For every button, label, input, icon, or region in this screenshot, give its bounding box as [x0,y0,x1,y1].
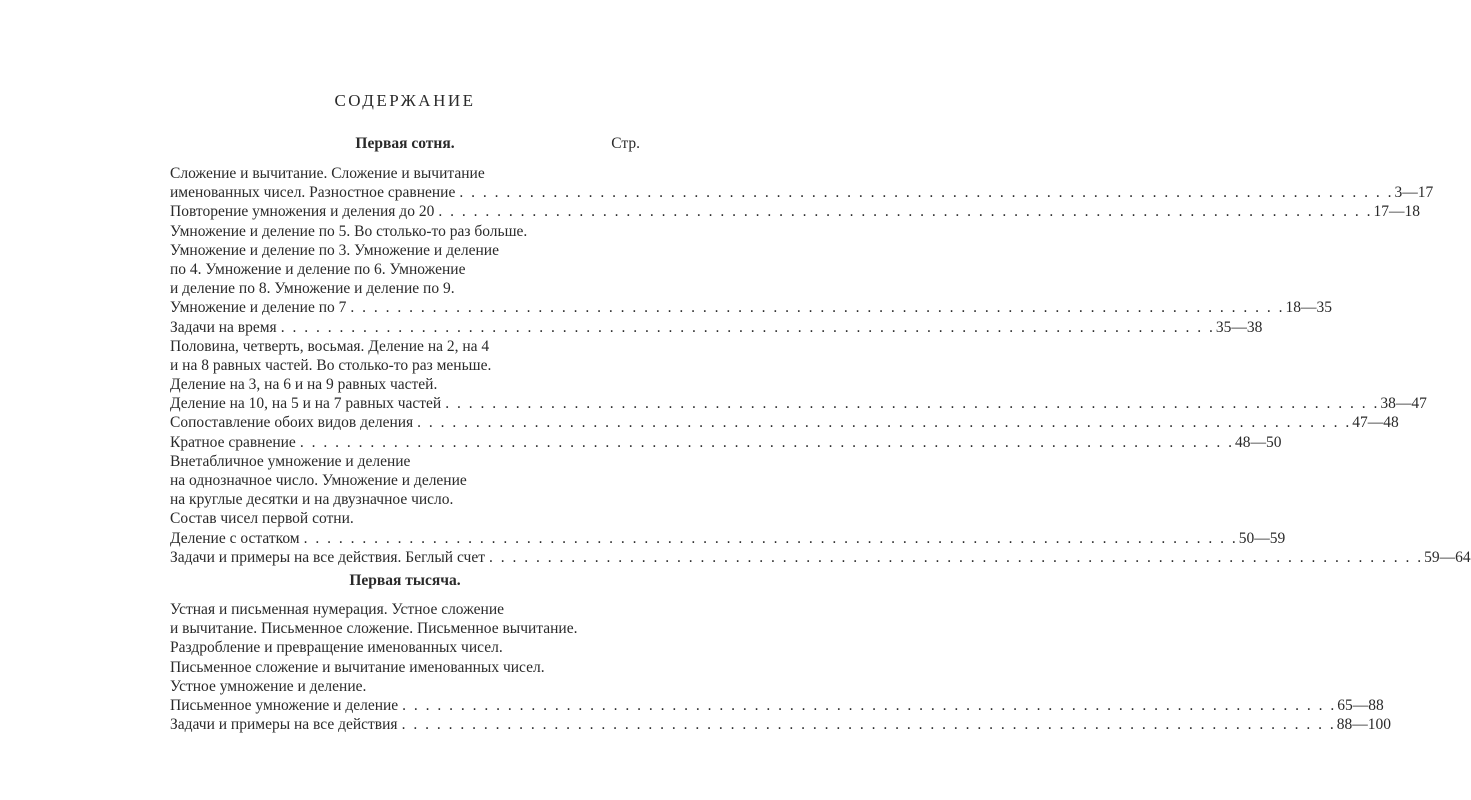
toc-entry [170,471,640,490]
toc-entry [170,658,640,677]
toc-entry [170,298,1332,317]
toc-entry [170,490,640,509]
toc-entry-pages: 59—64 [1424,548,1471,566]
toc-entry-text: именованных чисел. Разностное сравнение [170,184,456,202]
toc-entry [170,394,1427,413]
toc-entry [170,619,640,638]
toc-entry [170,260,640,279]
toc-entries-first-hundred [170,164,1471,567]
toc-entry [170,452,640,471]
toc-entry [170,222,640,241]
toc-entry [170,548,1471,567]
toc-entry [170,696,1384,715]
dot-leader: . . . . . . . . . . . . . . . . . . . . . . . . . . . . . . . . . . . . . . . . . . . . . . . . . . . . . . . . . . . . . . . . . . . . . . . . . . . . . . . . [445,395,1380,413]
toc-entry-pages: 48—50 [1234,433,1282,451]
section-heading-first-thousand [170,572,640,592]
toc-entry-text: Деление на 3, на 6 и на 9 равных частей. [170,376,438,394]
toc-entry [170,241,640,260]
section-title: Первая тысяча. [349,572,461,589]
dot-leader: . . . . . . . . . . . . . . . . . . . . . . . . . . . . . . . . . . . . . . . . . . . . . . . . . . . . . . . . . . . . . . . . . . . . . . . . . . . . . . . . [401,716,1336,734]
toc-entry [170,164,640,183]
toc-entry-pages: 18—35 [1285,299,1332,317]
toc-entry [170,202,1420,221]
toc-entry-text: Половина, четверть, восьмая. Деление на 2, на 4 [170,337,490,355]
toc-entry [170,638,640,657]
toc-entry-text: и на 8 равных частей. Во столько-то раз меньше. [170,356,492,374]
toc-entry-text: Задачи и примеры на все действия. Беглый счет [170,548,485,566]
page-title: СОДЕРЖАНИЕ [334,91,476,110]
dot-leader: . . . . . . . . . . . . . . . . . . . . . . . . . . . . . . . . . . . . . . . . . . . . . . . . . . . . . . . . . . . . . . . . . . . . . . . . . . . . . . . . [303,529,1238,547]
toc-entry-pages: 35—38 [1215,318,1263,336]
toc-entry-text: и вычитание. Письменное сложение. Письменное вычитание. [170,620,578,638]
toc-entry [170,715,1391,734]
toc-entry-text: Кратное сравнение [170,433,296,451]
toc-entry-pages: 17—18 [1373,203,1420,221]
toc-entry [170,318,1263,337]
toc-entry [170,433,1282,452]
section-title: Первая сотня. [355,135,455,152]
toc-entry [170,509,640,528]
toc-entry-pages: 47—48 [1352,414,1399,432]
dot-leader: . . . . . . . . . . . . . . . . . . . . . . . . . . . . . . . . . . . . . . . . . . . . . . . . . . . . . . . . . . . . . . . . . . . . . . . . . . . . . . . . [417,414,1352,432]
toc-entry-pages: 3—17 [1394,184,1434,202]
toc-entry-text: Письменное сложение и вычитание именованных чисел. [170,658,545,676]
toc-entry-text: Умножение и деление по 5. Во столько-то раз больше. [170,222,528,240]
toc-entry-text: Письменное умножение и деление [170,696,399,714]
dot-leader: . . . . . . . . . . . . . . . . . . . . . . . . . . . . . . . . . . . . . . . . . . . . . . . . . . . . . . . . . . . . . . . . . . . . . . . . . . . . . . . . [402,696,1337,714]
toc-entry-text: Умножение и деление по 7 [170,299,347,317]
toc-entry-pages: 38—47 [1380,395,1427,413]
toc-entry-pages: 50—59 [1238,529,1286,547]
toc-entry [170,356,640,375]
toc-entry-text: Раздробление и превращение именованных чисел. [170,639,503,657]
section-heading-first-hundred [170,135,640,155]
dot-leader: . . . . . . . . . . . . . . . . . . . . . . . . . . . . . . . . . . . . . . . . . . . . . . . . . . . . . . . . . . . . . . . . . . . . . . . . . . . . . . . . [280,318,1215,336]
toc-entry-text: Внетабличное умножение и деление [170,452,411,470]
toc-entry-text: на однозначное число. Умножение и деление [170,472,467,489]
toc-entry-text: Устное умножение и деление. [170,677,367,695]
toc-entry-text: Деление на 10, на 5 и на 7 равных частей [170,395,442,413]
dot-leader: . . . . . . . . . . . . . . . . . . . . . . . . . . . . . . . . . . . . . . . . . . . . . . . . . . . . . . . . . . . . . . . . . . . . . . . . . . . . . . . . [350,299,1285,317]
toc-entry [170,279,640,298]
toc-entry-text: по 4. Умножение и деление по 6. Умножение [170,260,466,278]
toc-entry [170,529,1286,548]
toc-entry-text: Задачи и примеры на все действия [170,716,398,734]
toc-entry-text: Сопоставление обоих видов деления [170,414,414,432]
toc-entry-pages: 88—100 [1336,716,1391,734]
toc-entries-first-thousand [170,600,1391,734]
page-column-header: Стр. [611,135,640,152]
dot-leader: . . . . . . . . . . . . . . . . . . . . . . . . . . . . . . . . . . . . . . . . . . . . . . . . . . . . . . . . . . . . . . . . . . . . . . . . . . . . . . . . [299,433,1234,451]
dot-leader: . . . . . . . . . . . . . . . . . . . . . . . . . . . . . . . . . . . . . . . . . . . . . . . . . . . . . . . . . . . . . . . . . . . . . . . . . . . . . . . . [489,548,1424,566]
toc-entry [170,183,1434,202]
toc-entry-text: Устная и письменная нумерация. Устное сложение [170,601,505,618]
toc-entry-text: на круглые десятки и на двузначное число. [170,491,454,509]
toc-entry [170,413,1399,432]
toc-entry [170,600,640,619]
toc-entry-text: Состав чисел первой сотни. [170,510,354,528]
toc-entry [170,375,640,394]
toc-entry-text: и деление по 8. Умножение и деление по 9. [170,280,455,298]
toc-entry-text: Деление с остатком [170,529,300,547]
dot-leader: . . . . . . . . . . . . . . . . . . . . . . . . . . . . . . . . . . . . . . . . . . . . . . . . . . . . . . . . . . . . . . . . . . . . . . . . . . . . . . . . [459,184,1394,202]
toc-entry [170,677,640,696]
dot-leader: . . . . . . . . . . . . . . . . . . . . . . . . . . . . . . . . . . . . . . . . . . . . . . . . . . . . . . . . . . . . . . . . . . . . . . . . . . . . . . . . [438,203,1373,221]
toc-entry-pages: 65—88 [1337,696,1384,714]
toc-entry-text: Задачи на время [170,318,277,336]
toc-entry-text: Умножение и деление по 3. Умножение и деление [170,241,499,259]
toc-entry [170,337,640,356]
toc-entry-text: Повторение умножения и деления до 20 [170,203,435,221]
toc-entry-text: Сложение и вычитание. Сложение и вычитание [170,165,485,182]
